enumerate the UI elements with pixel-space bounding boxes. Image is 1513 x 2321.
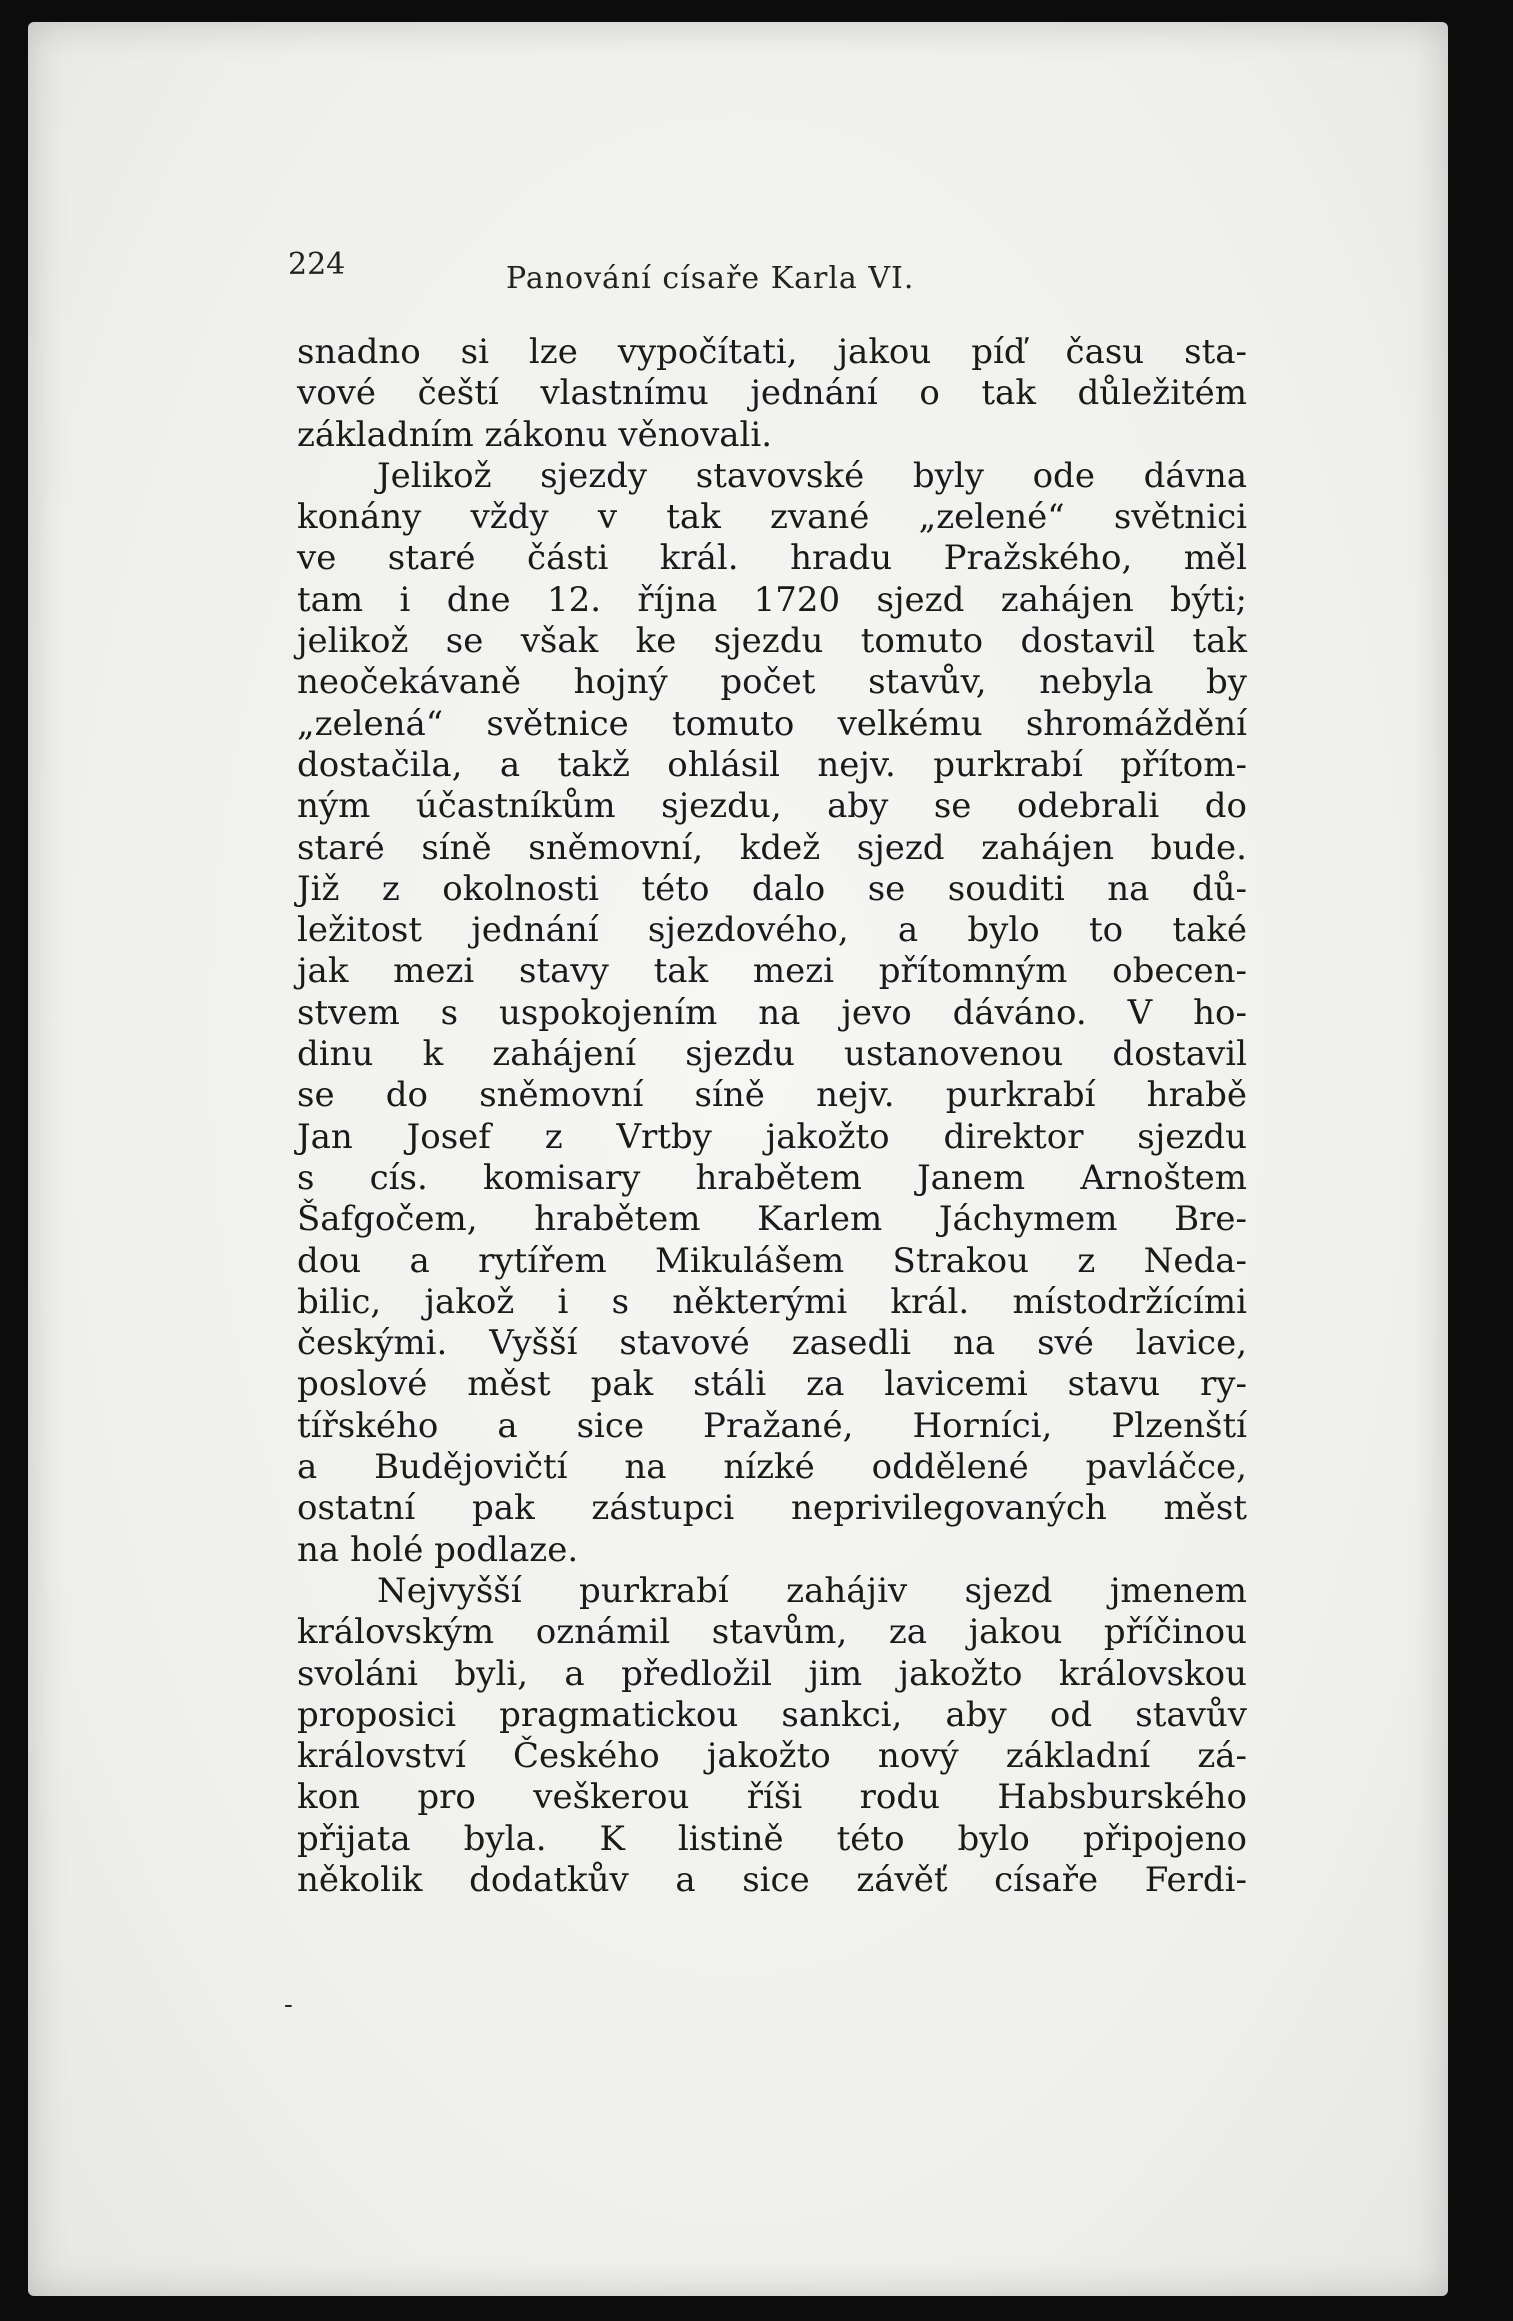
margin-mark: - [284, 1990, 293, 2020]
text-line: českými. Vyšší stavové zasedli na své lavice, [297, 1323, 1247, 1364]
text-line: na holé podlaze. [297, 1529, 579, 1570]
text-line: stvem s uspokojením na jevo dáváno. V ho- [297, 992, 1247, 1033]
text-line: vové čeští vlastnímu jednání o tak důležitém [297, 373, 1247, 414]
text-line: ležitost jednání sjezdového, a bylo to také [297, 910, 1247, 951]
text-line: staré síně sněmovní, kdež sjezd zahájen bude. [297, 827, 1247, 868]
text-line: svoláni byli, a předložil jim jakožto královskou [297, 1653, 1247, 1694]
text-line: Jelikož sjezdy stavovské byly ode dávna [377, 455, 1247, 496]
text-line: snadno si lze vypočítati, jakou píď času sta- [297, 332, 1247, 372]
text-line: a Budějovičtí na nízké oddělené pavláčce, [297, 1447, 1247, 1488]
running-title: Panování císaře Karla VI. [506, 261, 915, 296]
text-line: Již z okolnosti této dalo se souditi na dů- [297, 868, 1247, 909]
text-line: s cís. komisary hrabětem Janem Arnoštem [297, 1157, 1247, 1198]
text-line: konány vždy v tak zvané „zelené“ světnici [297, 497, 1247, 538]
text-line: Jan Josef z Vrtby jakožto direktor sjezdu [297, 1116, 1247, 1157]
text-line: tam i dne 12. října 1720 sjezd zahájen býti; [297, 579, 1247, 620]
text-line: přijata byla. K listině této bylo připojeno [297, 1818, 1247, 1859]
text-line: královským oznámil stavům, za jakou příčinou [297, 1612, 1247, 1653]
text-line: království Českého jakožto nový základní zá- [297, 1736, 1247, 1777]
text-line: neočekávaně hojný počet stavův, nebyla by [297, 662, 1247, 703]
text-line: poslové měst pak stáli za lavicemi stavu ry- [297, 1364, 1247, 1405]
text-line: dostačila, a takž ohlásil nejv. purkrabí přítom- [297, 744, 1247, 785]
text-line: „zelená“ světnice tomuto velkému shromáždění [297, 703, 1247, 744]
text-line: ným účastníkům sjezdu, aby se odebrali do [297, 786, 1247, 827]
text-line: několik dodatkův a sice závěť císaře Ferdi- [297, 1859, 1247, 1900]
page-number: 224 [288, 247, 346, 282]
text-line: ostatní pak zástupci neprivilegovaných měst [297, 1488, 1247, 1529]
body-text [297, 332, 1247, 1901]
text-line: dou a rytířem Mikulášem Strakou z Neda- [297, 1240, 1247, 1281]
text-line: základním zákonu věnovali. [297, 414, 773, 455]
text-line: bilic, jakož i s některými král. místodržícími [297, 1281, 1247, 1322]
text-line: jak mezi stavy tak mezi přítomným obecen- [297, 951, 1247, 992]
book-page [28, 22, 1448, 2296]
page-header [28, 247, 1448, 297]
text-line: se do sněmovní síně nejv. purkrabí hrabě [297, 1075, 1247, 1116]
text-line: Nejvyšší purkrabí zahájiv sjezd jmenem [377, 1570, 1247, 1611]
text-line: kon pro veškerou říši rodu Habsburského [297, 1777, 1247, 1818]
text-line: ve staré části král. hradu Pražského, měl [297, 538, 1247, 579]
text-line: Šafgočem, hrabětem Karlem Jáchymem Bre- [297, 1199, 1247, 1240]
text-line: jelikož se však ke sjezdu tomuto dostavil tak [297, 621, 1247, 662]
text-line: dinu k zahájení sjezdu ustanovenou dostavil [297, 1034, 1247, 1075]
text-line: proposici pragmatickou sankci, aby od stavův [297, 1694, 1247, 1735]
text-line: tířského a sice Pražané, Horníci, Plzenští [297, 1405, 1247, 1446]
